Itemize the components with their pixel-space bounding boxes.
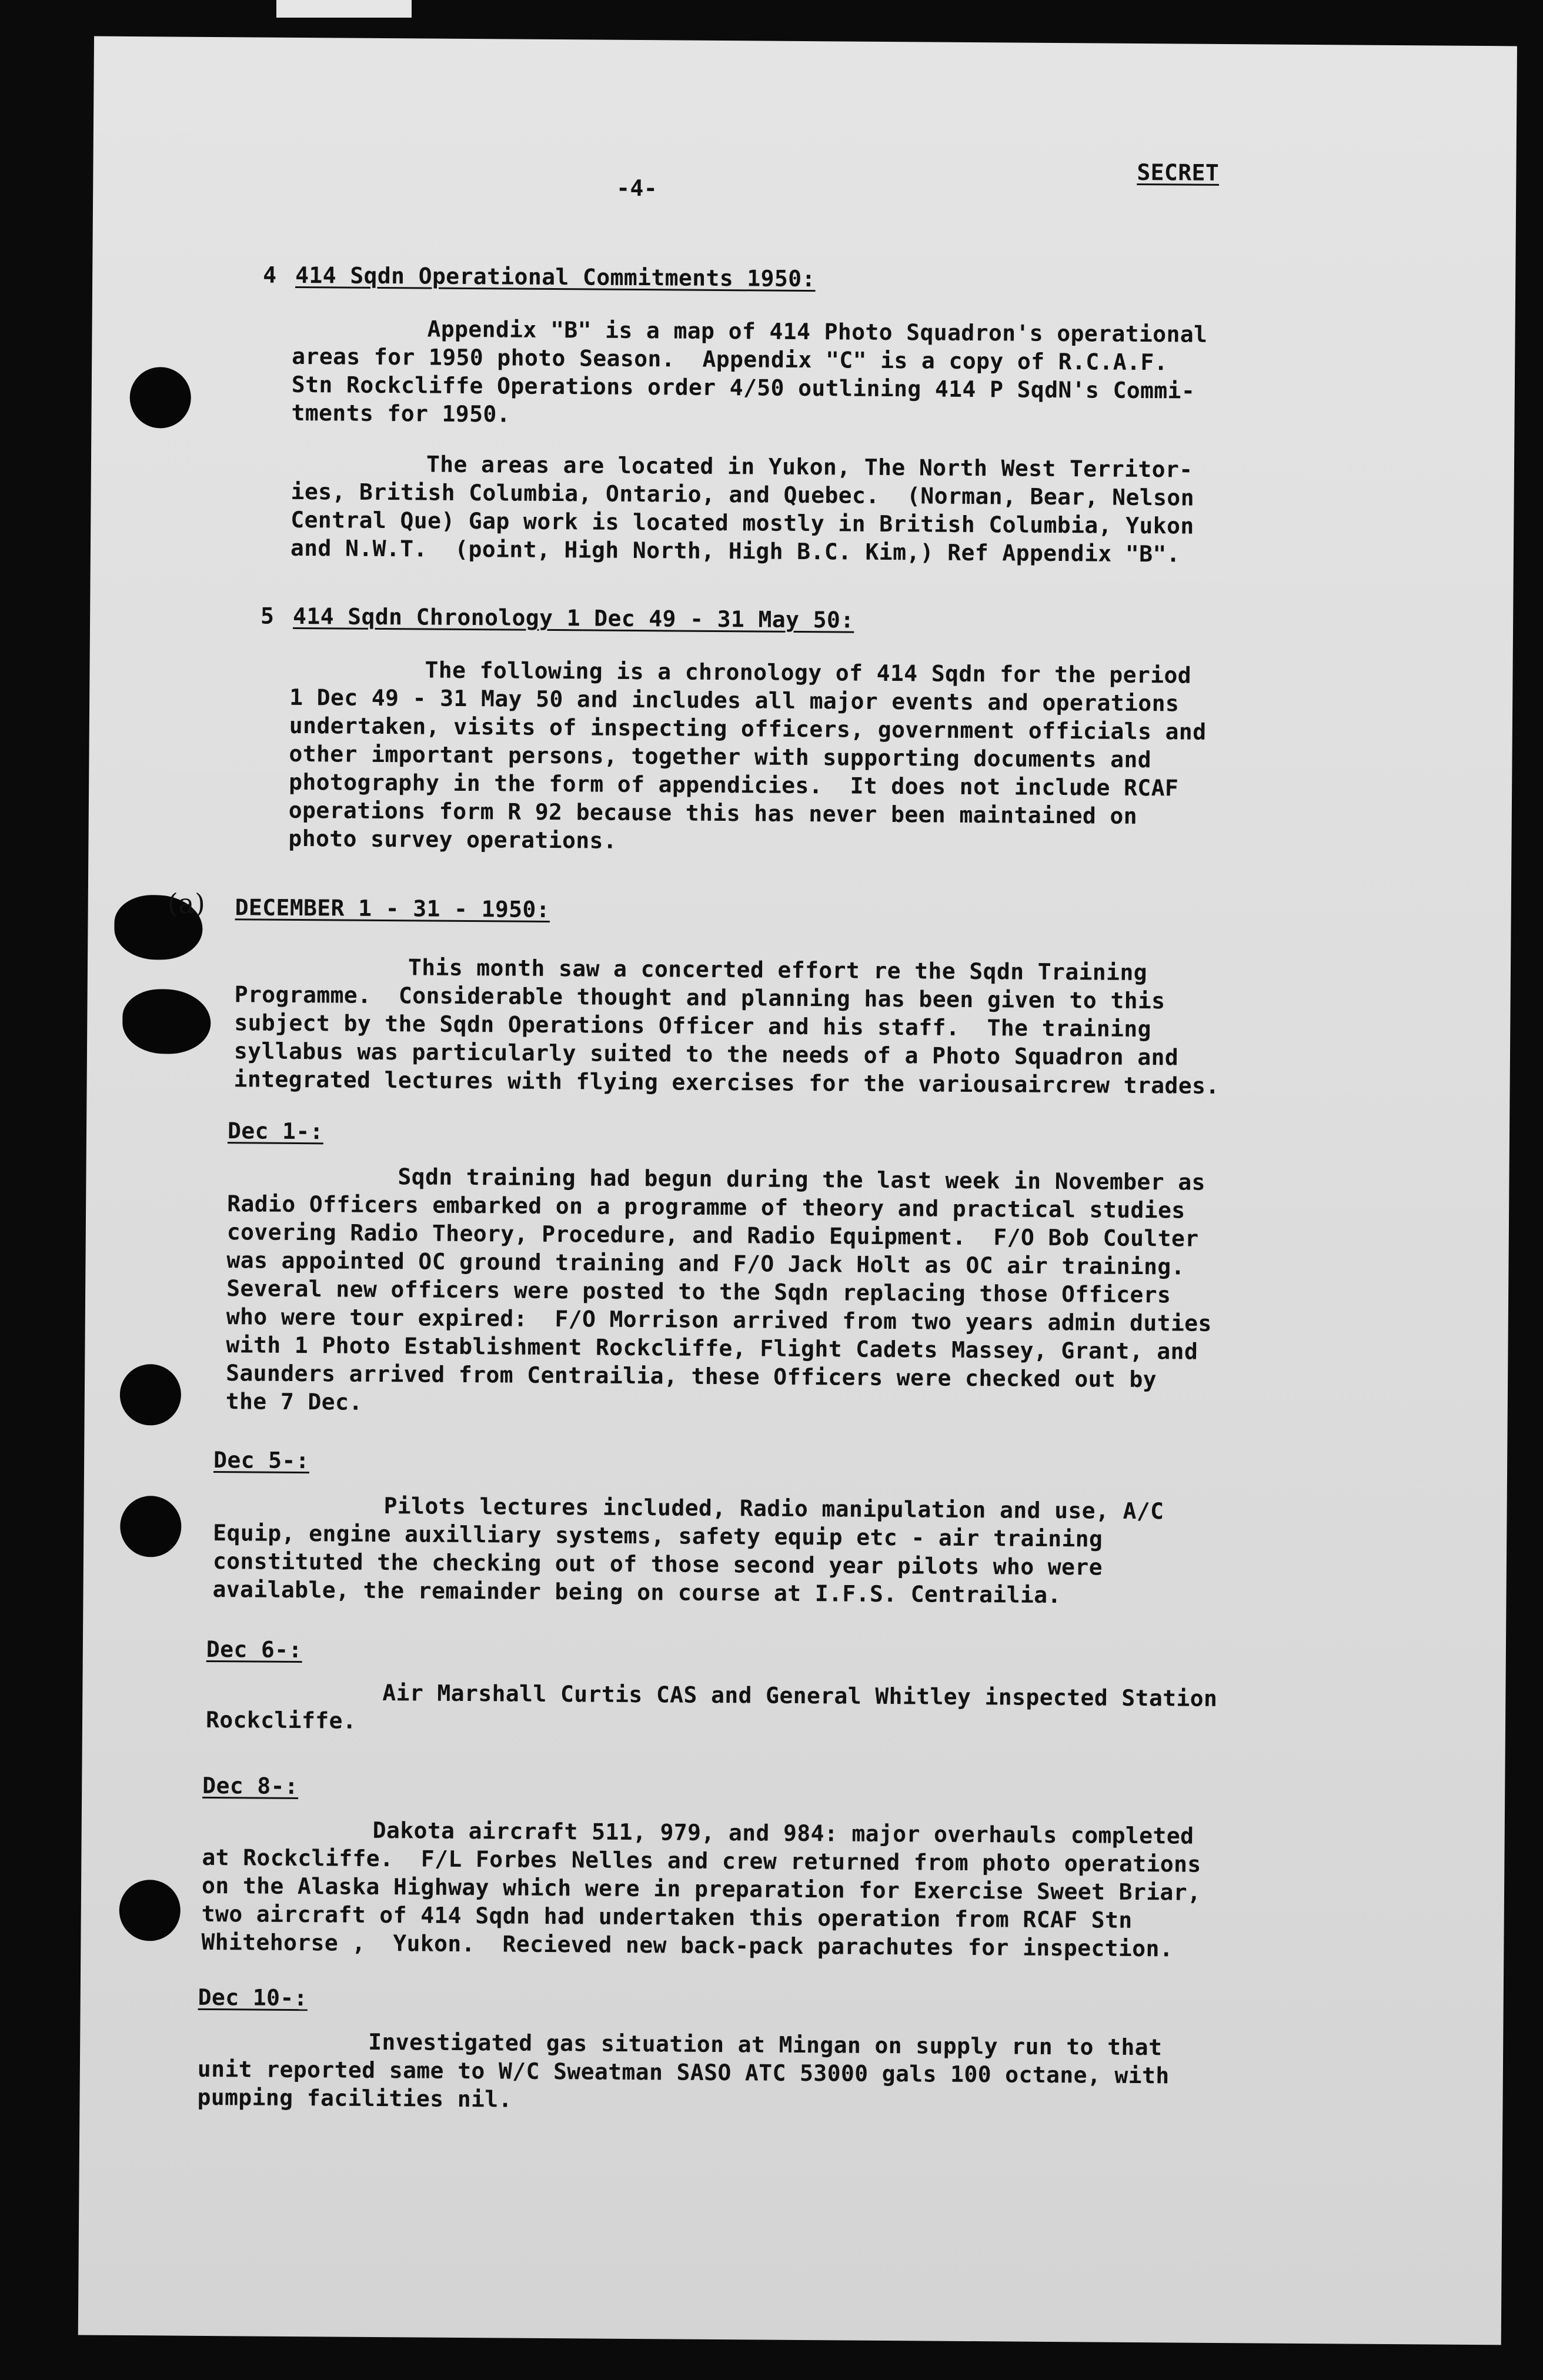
section-heading: 414 Sqdn Chronology 1 Dec 49 - 31 May 50: (292, 603, 854, 633)
paragraph-line: and N.W.T. (point, High North, High B.C. Kim,) Ref Appendix "B". (290, 534, 1181, 567)
entry-line: Rockcliffe. (205, 1706, 357, 1734)
paragraph-line: Stn Rockcliffe Operations order 4/50 outlining 414 P SqdN's Commi- (291, 371, 1195, 404)
paragraph-line: The areas are located in Yukon, The North West Territor- (426, 451, 1193, 483)
punch-hole (120, 1364, 182, 1426)
entry-date: Dec 1-: (227, 1118, 324, 1145)
entry-line: on the Alaska Highway which were in preparation for Exercise Sweet Briar, (201, 1872, 1201, 1906)
paragraph-line: operations form R 92 because this has never been maintained on (288, 797, 1138, 829)
paragraph-line: Central Que) Gap work is located mostly in British Columbia, Yukon (290, 506, 1194, 539)
entry-line: Air Marshall Curtis CAS and General Whitley inspected Station (382, 1680, 1218, 1712)
entry-line: Investigated gas situation at Mingan on supply run to that (368, 2028, 1163, 2061)
paragraph-line: undertaken, visits of inspecting officers, government officials and (289, 712, 1207, 745)
paragraph-line: integrated lectures with flying exercises for the variousaircrew trades. (233, 1066, 1220, 1099)
page-number: -4- (616, 175, 658, 202)
entry-line: Saunders arrived from Centrailia, these Officers were checked out by (226, 1360, 1157, 1393)
entry-line: Dakota aircraft 511, 979, and 984: major overhauls completed (372, 1817, 1194, 1849)
section-heading: 414 Sqdn Operational Commitments 1950: (295, 262, 816, 292)
entry-line: covering Radio Theory, Procedure, and Radio Equipment. F/O Bob Coulter (226, 1219, 1199, 1252)
entry-line: Several new officers were posted to the Sqdn replacing those Officers (226, 1275, 1171, 1308)
entry-line: with 1 Photo Establishment Rockcliffe, Flight Cadets Massey, Grant, and (226, 1332, 1198, 1365)
entry-line: pumping facilities nil. (197, 2084, 513, 2112)
paragraph-line: areas for 1950 photo Season. Appendix "C" is a copy of R.C.A.F. (292, 343, 1168, 376)
paragraph-line: subject by the Sqdn Operations Officer and his staff. The training (234, 1010, 1152, 1042)
entry-line: unit reported same to W/C Sweatman SASO ATC 53000 gals 100 octane, with (197, 2055, 1170, 2089)
document-page (78, 36, 1517, 2345)
punch-hole (120, 1496, 182, 1557)
paragraph-line: syllabus was particularly suited to the needs of a Photo Squadron and (233, 1038, 1179, 1071)
entry-line: was appointed OC ground training and F/O Jack Holt as OC air training. (226, 1247, 1185, 1280)
paragraph-line: ies, British Columbia, Ontario, and Quebec. (Norman, Bear, Nelson (290, 478, 1195, 511)
paragraph-line: The following is a chronology of 414 Sqdn for the period (425, 657, 1192, 688)
margin-note: (a) (167, 887, 206, 920)
entry-line: Pilots lectures included, Radio manipulation and use, A/C (383, 1493, 1164, 1525)
entry-line: at Rockcliffe. F/L Forbes Nelles and crew returned from photo operations (202, 1844, 1201, 1877)
paragraph-line: other important persons, together with supporting documents and (289, 740, 1152, 773)
entry-line: Equip, engine auxilliary systems, safety equip etc - air training (213, 1520, 1103, 1552)
punch-hole (129, 367, 191, 429)
entry-line: available, the remainder being on course at I.F.S. Centrailia. (212, 1576, 1061, 1609)
paragraph-line: photo survey operations. (288, 825, 617, 854)
entry-line: two aircraft of 414 Sqdn had undertaken this operation from RCAF Stn (201, 1900, 1133, 1933)
entry-line: Sqdn training had begun during the last week in November as (398, 1164, 1206, 1195)
paragraph-line: photography in the form of appendicies. It does not include RCAF (289, 768, 1179, 801)
section-number: 4 (263, 262, 277, 288)
month-heading: DECEMBER 1 - 31 - 1950: (235, 894, 550, 922)
paragraph-line: 1 Dec 49 - 31 May 50 and includes all major events and operations (289, 684, 1180, 717)
ink-blot (122, 989, 211, 1054)
classification-marking: SECRET (1137, 159, 1220, 186)
entry-date: Dec 10-: (198, 1984, 308, 2011)
paragraph-line: Programme. Considerable thought and planning has been given to this (234, 981, 1165, 1014)
entry-line: Radio Officers embarked on a programme of theory and practical studies (227, 1191, 1185, 1224)
entry-line: who were tour expired: F/O Morrison arrived from two years admin duties (226, 1303, 1212, 1336)
entry-line: Whitehorse , Yukon. Recieved new back-pack parachutes for inspection. (201, 1928, 1174, 1962)
entry-line: constituted the checking out of those second year pilots who were (212, 1548, 1103, 1580)
punch-hole (119, 1880, 181, 1941)
entry-date: Dec 8-: (202, 1772, 299, 1800)
section-number: 5 (260, 603, 275, 629)
paragraph-line: Appendix "B" is a map of 414 Photo Squadron's operational (427, 316, 1208, 347)
paragraph-line: This month saw a concerted effort re the Sqdn Training (408, 954, 1148, 986)
film-frame-edge (276, 0, 412, 18)
entry-date: Dec 6-: (206, 1636, 302, 1663)
entry-date: Dec 5-: (213, 1447, 310, 1474)
entry-line: the 7 Dec. (225, 1388, 363, 1415)
paragraph-line: tments for 1950. (291, 399, 511, 427)
